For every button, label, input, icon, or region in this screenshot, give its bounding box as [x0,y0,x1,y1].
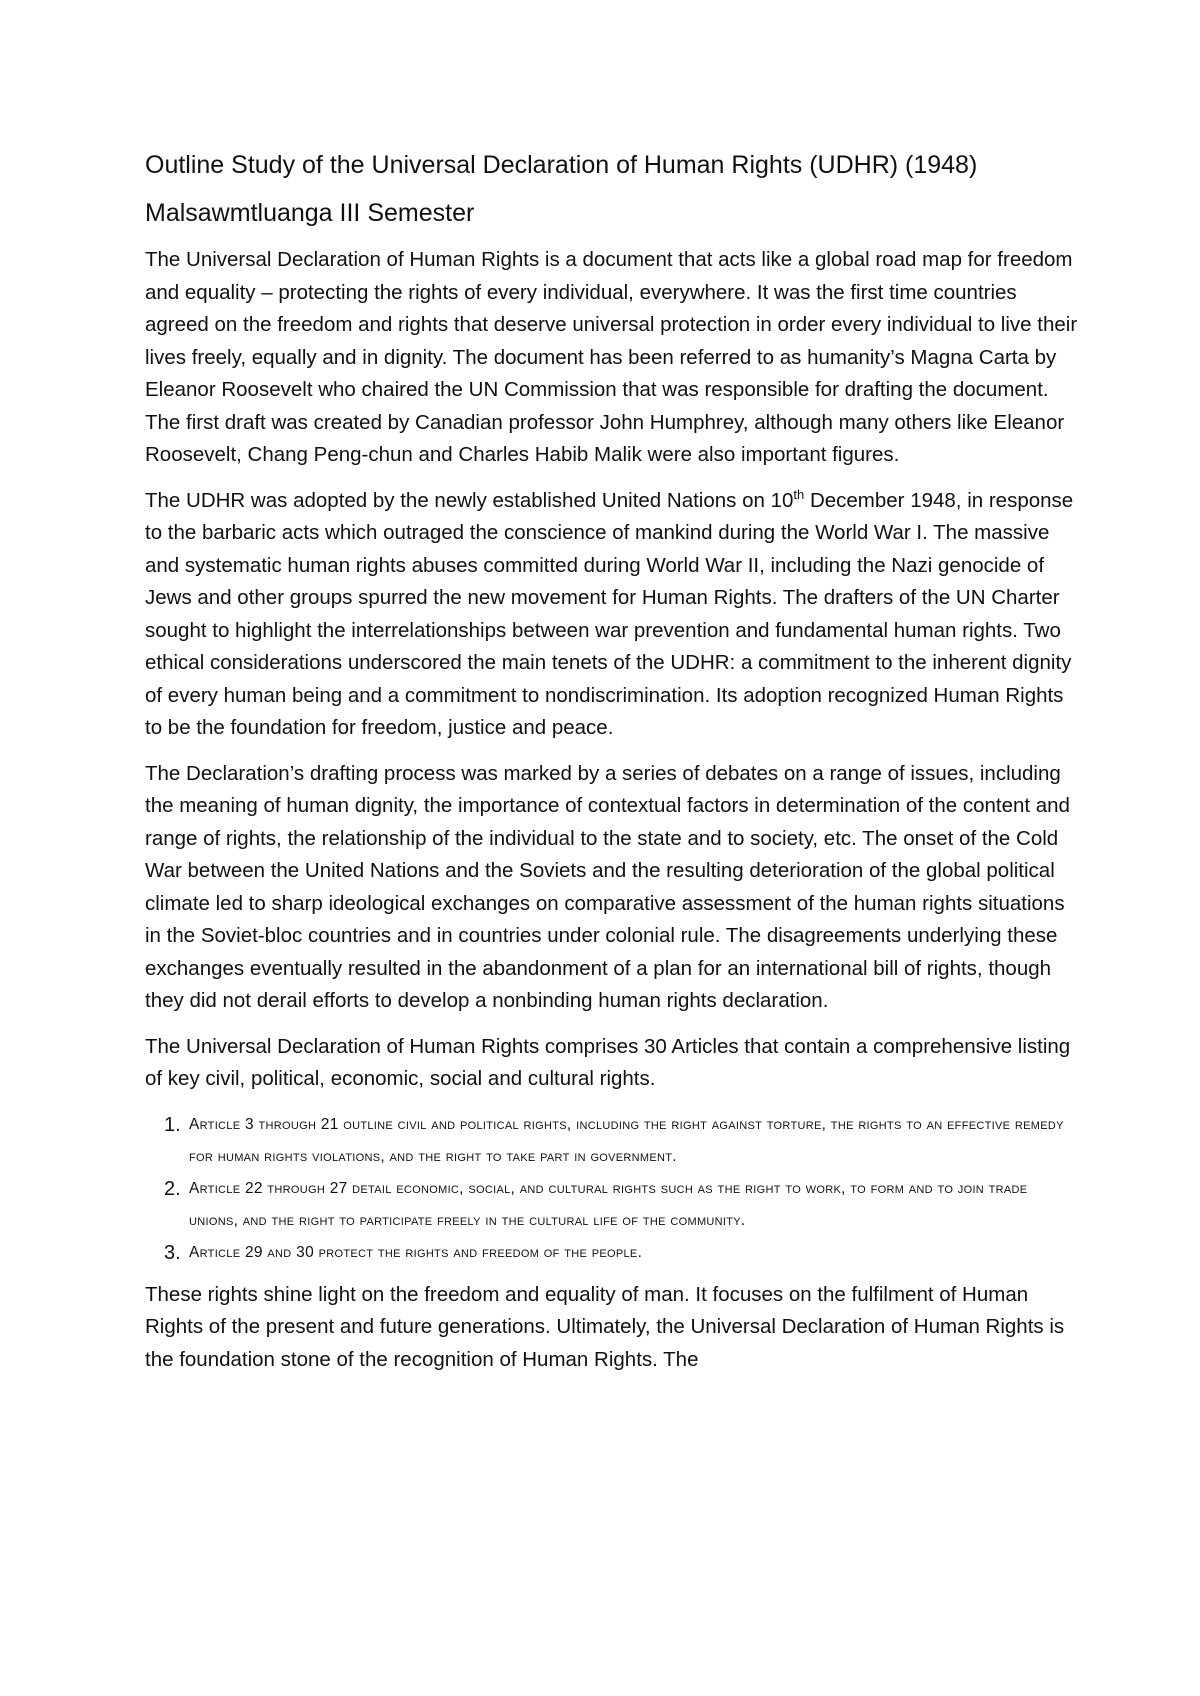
list-item-text: article 3 through 21 outline civil and political rights, including the right against torture, the rights to an effective remedy for human rights violations, and the right to take part in government. [189,1115,1064,1165]
list-item-number: 1. [164,1113,181,1136]
adoption-text-start: The UDHR was adopted by the newly established United Nations on 10 [145,488,794,512]
author-line: Malsawmtluanga III Semester [145,199,475,227]
articles-list [145,1109,1080,1269]
paragraph-adoption [145,485,1080,745]
paragraph-conclusion: These rights shine light on the freedom and equality of man. It focuses on the fulfilment of Human Rights of the present and future generations. Ultimately, the Universal Declaration of Human Rights is the foundation stone of the recognition of Human Rights. The [145,1282,1065,1371]
ordinal-superscript: th [793,486,805,502]
list-item-text: article 29 and 30 protect the rights and freedom of the people. [189,1243,643,1261]
adoption-text-end: December 1948, in response to the barbaric acts which outraged the conscience of mankind during the World War I. The massive and systematic human rights abuses committed during World War II, including the Nazi genocide of Jews and other groups spurred the new movement for Human Rights. The drafters of the UN Charter sought to highlight the interrelationships between war prevention and fundamental human rights. Two ethical considerations underscored the main tenets of the UDHR: a commitment to the inherent dignity of every human being and a commitment to nondiscrimination. Its adoption recognized Human Rights to be the foundation for freedom, justice and peace. [145,488,1074,739]
paragraph-introduction: The Universal Declaration of Human Rights is a document that acts like a global road map for freedom and equality – protecting the rights of every individual, everywhere. It was the first time countries agreed on the freedom and rights that deserve universal protection in order every individual to live their lives freely, equally and in dignity. The document has been referred to as humanity’s Magna Carta by Eleanor Roosevelt who chaired the UN Commission that was responsible for drafting the document. The first draft was created by Canadian professor John Humphrey, although many others like Eleanor Roosevelt, Chang Peng-chun and Charles Habib Malik were also important figures. [145,248,1078,466]
list-item-number: 2. [164,1177,181,1200]
paragraph-drafting-process: The Declaration’s drafting process was marked by a series of debates on a range of issues, including the meaning of human dignity, the importance of contextual factors in determination of the content and range of rights, the relationship of the individual to the state and to society, etc. The onset of the Cold War between the United Nations and the Soviets and the resulting deterioration of the global political climate led to sharp ideological exchanges on comparative assessment of the human rights situations in the Soviet-bloc countries and in countries under colonial rule. The disagreements underlying these exchanges eventually resulted in the abandonment of a plan for an international bill of rights, though they did not derail efforts to develop a nonbinding human rights declaration. [145,761,1070,1012]
document-title: Outline Study of the Universal Declaration of Human Rights (UDHR) (1948) [145,151,978,179]
list-item [164,1173,1080,1237]
paragraph-articles-intro: The Universal Declaration of Human Rights comprises 30 Articles that contain a comprehensive listing of key civil, political, economic, social and cultural rights. [145,1034,1071,1090]
list-item [164,1237,1080,1269]
list-item-number: 3. [164,1241,181,1264]
list-item [164,1109,1080,1173]
document-page [145,148,1080,1389]
list-item-text: article 22 through 27 detail economic, social, and cultural rights such as the right to work, to form and to join trade unions, and the right to participate freely in the cultural life of the community. [189,1179,1028,1229]
